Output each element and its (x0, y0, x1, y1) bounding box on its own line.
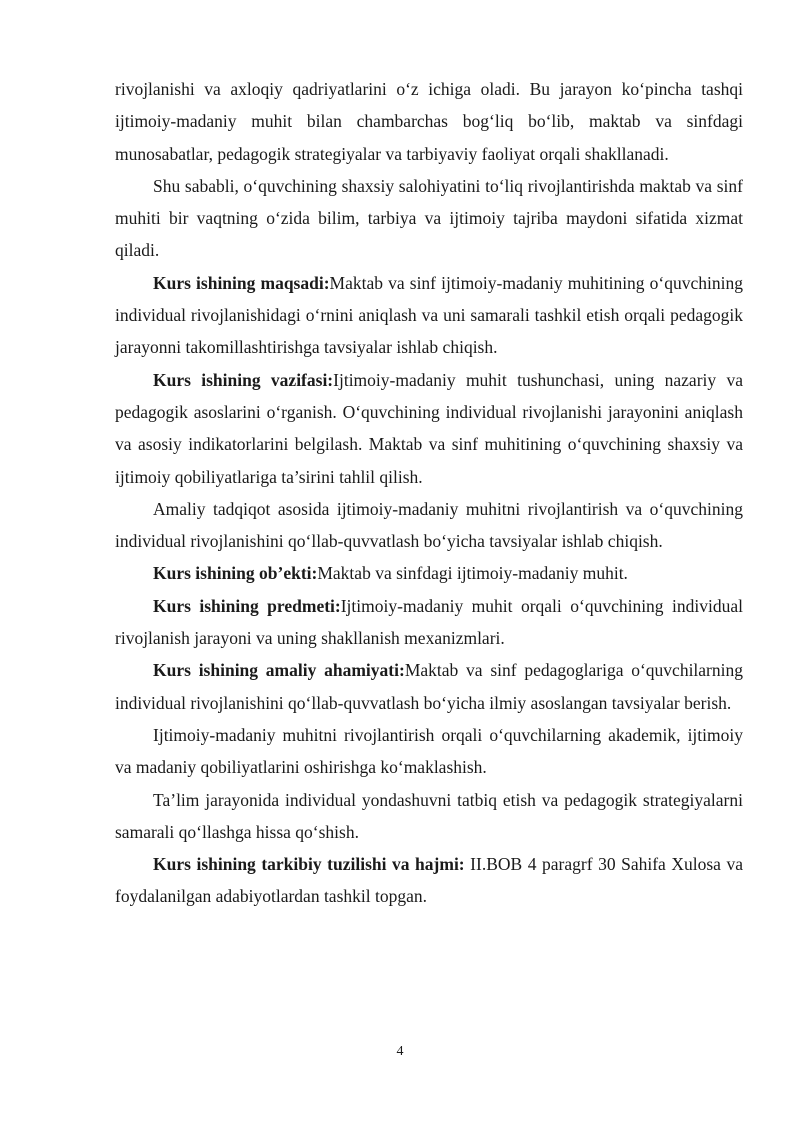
paragraph-label: Kurs ishining maqsadi: (153, 272, 330, 293)
paragraph-text: Amaliy tadqiqot asosida ijtimoiy-madaniy muhitni rivojlantirish va o‘quvchining individual rivojlanishini qo‘llab-quvvatlash bo‘yicha tavsiyalar ishlab chiqish. (115, 498, 743, 552)
paragraph-text: Shu sababli, o‘quvchining shaxsiy salohiyatini to‘liq rivojlantirishda maktab va sinf muhiti bir vaqtning o‘zida bilim, tarbiya va ijtimoiy tajriba maydoni sifatida xizmat qiladi. (115, 175, 743, 261)
paragraph-tasks (115, 364, 743, 493)
paragraph-object (115, 557, 743, 589)
paragraph-individual-approach (115, 784, 743, 849)
paragraph-text: rivojlanishi va axloqiy qadriyatlarini o‘z ichiga oladi. Bu jarayon ko‘pincha tashqi ijtimoiy-madaniy muhit bilan chambarchas bog‘liq bo‘lib, maktab va sinfdagi munosabatlar, pedagogik strategiyalar va tarbiyaviy faoliyat orqali shakllanadi. (115, 79, 743, 164)
paragraph-practical-research (115, 493, 743, 558)
document-page (115, 73, 743, 913)
paragraph-text: Maktab va sinfdagi ijtimoiy-madaniy muhit. (317, 563, 628, 584)
paragraph-development (115, 719, 743, 784)
paragraph-label: Kurs ishining ob’ekti: (153, 563, 318, 584)
paragraph-label: Kurs ishining tarkibiy tuzilishi va hajmi: (153, 854, 465, 875)
paragraph-label: Kurs ishining amaliy ahamiyati: (153, 660, 405, 681)
paragraph-label: Kurs ishining vazifasi: (153, 369, 334, 390)
paragraph-environment (115, 170, 743, 267)
paragraph-text: Ta’lim jarayonida individual yondashuvni tatbiq etish va pedagogik strategiyalarni samarali qo‘llashga hissa qo‘shish. (115, 789, 743, 842)
page-number: 4 (396, 1044, 404, 1059)
paragraph-subject (115, 590, 743, 655)
paragraph-intro-continued (115, 73, 743, 170)
paragraph-goal (115, 267, 743, 364)
paragraph-text: Maktab va sinf ijtimoiy-madaniy muhitining o‘quvchining individual rivojlanishidagi o‘rnini aniqlash va uni samarali tashkil etish orqali pedagogik jarayonni takomillashtirishga tavsiyalar ishlab chiqish. (115, 272, 743, 358)
paragraph-text: Maktab va sinf pedagoglariga o‘quvchilarning individual rivojlanishini qo‘llab-quvvatlash bo‘yicha ilmiy asoslangan tavsiyalar berish. (115, 660, 743, 713)
paragraph-label: Kurs ishining predmeti: (153, 595, 341, 616)
paragraph-text: Ijtimoiy-madaniy muhit tushunchasi, uning nazariy va pedagogik asoslarini o‘rganish. O‘quvchining individual rivojlanishi jarayonini aniqlash va asosiy indikatorlarini belgilash. Maktab va sinf muhitining o‘quvchining shaxsiy va ijtimoiy qobiliyatlariga ta’sirini tahlil qilish. (115, 369, 743, 487)
paragraph-text: Ijtimoiy-madaniy muhit orqali o‘quvchining individual rivojlanish jarayoni va uning shakllanish mexanizmlari. (115, 595, 743, 649)
paragraph-structure (115, 848, 743, 913)
paragraph-text: II.BOB 4 paragrf 30 Sahifa Xulosa va foydalanilgan adabiyotlardan tashkil topgan. (115, 854, 743, 907)
paragraph-practical-significance (115, 654, 743, 719)
paragraph-text: Ijtimoiy-madaniy muhitni rivojlantirish orqali o‘quvchilarning akademik, ijtimoiy va madaniy qobiliyatlarini oshirishga ko‘maklashish. (115, 724, 743, 778)
